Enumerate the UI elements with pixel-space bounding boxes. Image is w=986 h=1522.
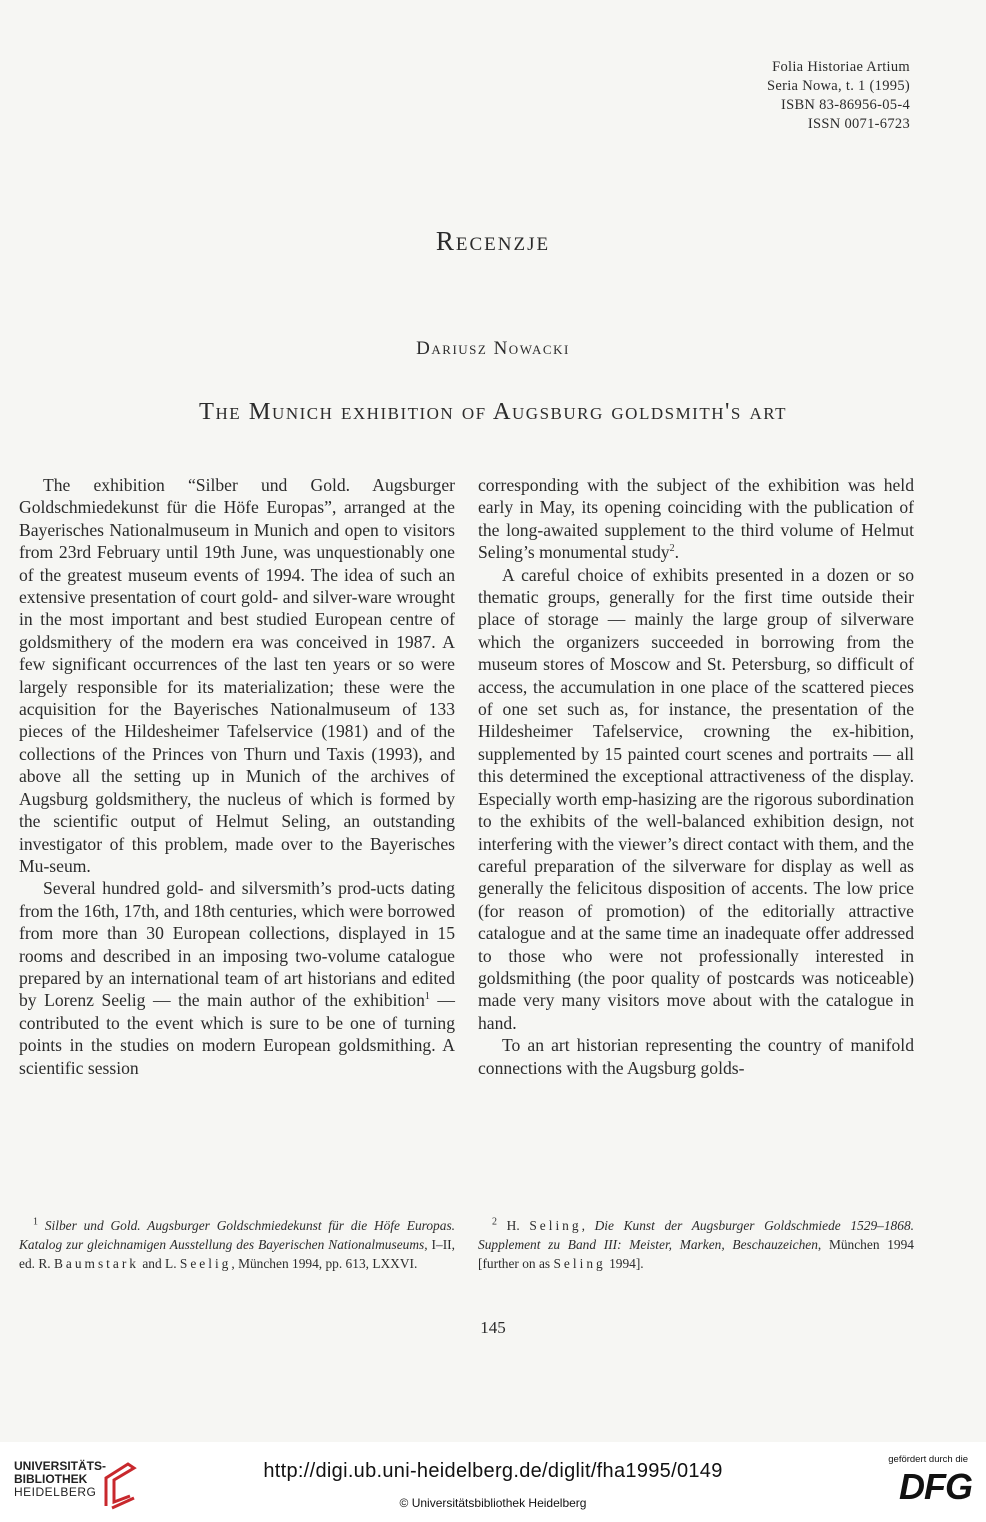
right-column xyxy=(478,474,914,1079)
page-number: 145 xyxy=(480,1318,506,1337)
section-title: Recenzje xyxy=(435,226,551,256)
journal-series: Seria Nowa, t. 1 (1995) xyxy=(766,78,910,94)
funding-caption: gefördert durch die xyxy=(888,1454,968,1465)
journal-issn: ISSN 0071-6723 xyxy=(807,116,910,132)
footer-bar xyxy=(0,1442,986,1522)
article-author: Dariusz Nowacki xyxy=(416,338,570,359)
paragraph: To an art historian representing the country of manifold connections with the Augsburg golds- xyxy=(478,1035,914,1078)
left-column xyxy=(19,474,455,1079)
footnote-1: $^1$ Silber und Gold. Augsburger Goldschmiedekunst für die Höfe Europas. Katalog zur gleichnamigen Ausstellung des Bayerischen Nationalmuseums, I–II, ed. R. Baumstark and L. Seelig, München 1994, pp. 613, LXXVI. xyxy=(19,1216,456,1271)
university-library-logo[interactable]: UNIVERSITÄTS- BIBLIOTHEK HEIDELBERG xyxy=(14,1459,107,1499)
permalink-url[interactable]: http://digi.ub.uni-heidelberg.de/diglit/fha1995/0149 xyxy=(263,1460,723,1482)
paragraph: A careful choice of exhibits presented in a dozen or so thematic groups, generally for the first time outside their place of storage — mainly the large group of silverware which the organizers succeeded in borrowing from the museum stores of Moscow and St. Petersburg, so difficult of access, the accumulation in one place of the scattered pieces of one set such as, for instance, the presentation of the Hildesheimer Tafelservice, crowning the ex-hibition, supplemented by 15 painted court scenes and portraits — all this determined the exceptional attractiveness of the display. Especially worth emp-hasizing are the rigorous subordination to the exhibits of the well-balanced exhibition design, not interfering with the viewer’s direct contact with them, and the careful preparation of the silverware for display as well as generally the felicitous disposition of accents. The low price (for reason of promotion) of the editorially attractive catalogue and at the same time an inadequate offer addressed to those who were not professionally interested in goldsmithing (the poor quality of postcards was noticeable) made very many visitors move about with the catalogue in hand. xyxy=(478,564,914,1033)
article-title: The Munich exhibition of Augsburg goldsmith's art xyxy=(199,398,787,425)
journal-info xyxy=(767,58,910,134)
dfg-logo[interactable]: DFG xyxy=(899,1466,972,1507)
footnote-ref-2[interactable]: 2 xyxy=(669,543,675,555)
journal-name: Folia Historiae Artium xyxy=(772,59,910,75)
footnote-ref-1[interactable]: 1 xyxy=(424,991,430,1003)
paragraph: The exhibition “Silber und Gold. Augsburger Goldschmiedekunst für die Höfe Europas”, arranged at the Bayerisches Nationalmuseum in Munich and open to visitors from 23rd February until 19th June, was unquestionably one of the greatest museum events of 1994. The idea of such an extensive presentation of court gold- and silver-ware wrought in the most important and best studied European centre of goldsmithery of the modern era was conceived in 1987. A few significant occurrences of the last ten years or so were largely responsible for its materialization; these were the acquisition for the Bayerisches Nationalmuseum of 133 pieces of the Hildesheimer Tafelservice (1981) and of the collections of the Princes von Thurn und Taxis (1993), and above all the setting up in Munich of the archives of Augsburg goldsmithery, the nucleus of which is formed by the scientific output of Helmut Seling, an outstanding investigator of this problem, made over to the Bayerisches Mu-seum. xyxy=(19,475,455,876)
copyright-notice: © Universitätsbibliothek Heidelberg xyxy=(399,1496,587,1510)
journal-isbn: ISBN 83-86956-05-4 xyxy=(780,97,910,113)
footnote-2: $^2$ H. Seling, Die Kunst der Augsburger Goldschmiede 1529–1868. Supplement zu Band III: Meister, Marken, Beschauzeichen, München 1994 [further on as Seling 1994]. xyxy=(478,1216,914,1271)
paragraph: Several hundred gold- and silversmith’s prod-ucts dating from the 16th, 17th, and 18th centuries, which were borrowed from more than 30 European collections, displayed in 15 rooms and described in an imposing two-volume catalogue prepared by an international team of art historians and edited by Lorenz Seelig — the main author of the exhibition$^1$ — contributed to the event which is sure to be one of turning points in the studies on modern European goldsmithing. A scientific session xyxy=(19,878,455,1078)
paragraph: corresponding with the subject of the exhibition was held early in May, its opening coinciding with the publication of the long-awaited supplement to the third volume of Helmut Seling’s monumental study$^2$. xyxy=(478,475,914,563)
